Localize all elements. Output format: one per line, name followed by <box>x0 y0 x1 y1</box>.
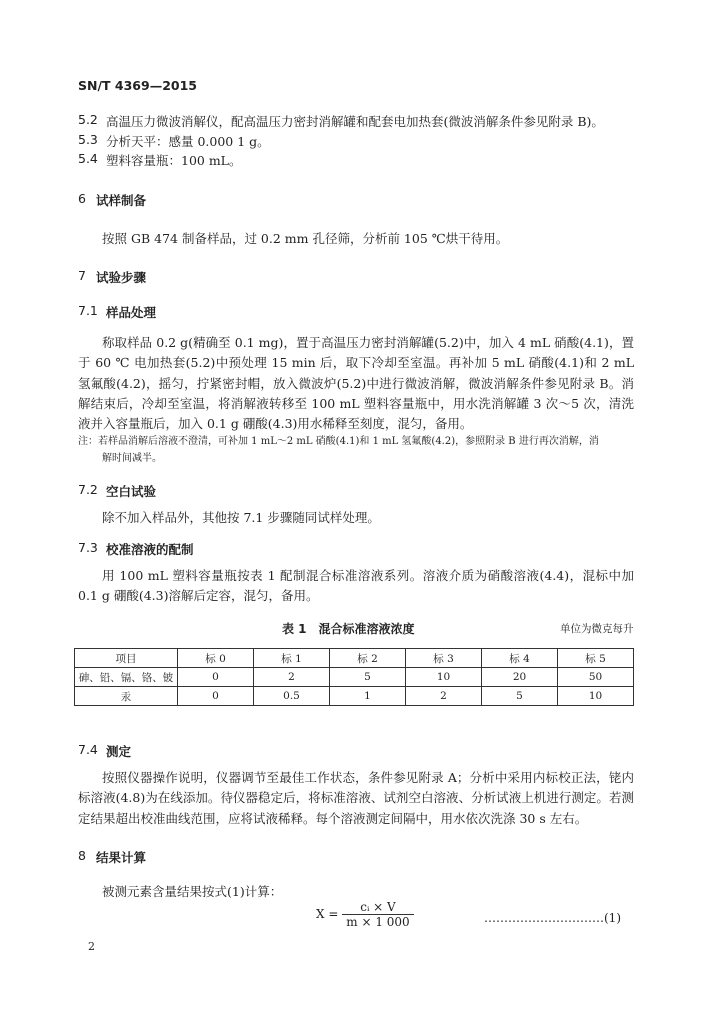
subsection-paragraph: 用 100 mL 塑料容量瓶按表 1 配制混合标准溶液系列。溶液介质为硝酸溶液(4.4)，混标中加 0.1 g 硼酸(4.3)溶解后定容，混匀，备用。 <box>78 568 634 604</box>
table-header-cell: 标 5 <box>558 649 634 668</box>
table-row <box>75 687 634 706</box>
table-cell: 2 <box>254 668 330 687</box>
table-cell: 砷、铅、镉、铬、铍 <box>75 668 178 687</box>
table-header-cell: 标 0 <box>178 649 254 668</box>
page-number: 2 <box>88 940 95 953</box>
table-cell: 5 <box>482 687 558 706</box>
table-cell: 汞 <box>75 687 178 706</box>
table-header-row <box>75 649 634 668</box>
table-cell: 10 <box>558 687 634 706</box>
section-title: 试样制备 <box>96 193 147 208</box>
subsection-number: 7.4 <box>78 742 98 757</box>
table-cell: 2 <box>406 687 482 706</box>
section-paragraph: 被测元素含量结果按式(1)计算： <box>102 884 283 899</box>
item-number: 5.4 <box>78 151 98 166</box>
table-header-cell: 标 3 <box>406 649 482 668</box>
table-cell: 5 <box>330 668 406 687</box>
subsection-paragraph: 称取样品 0.2 g(精确至 0.1 mg)，置于高温压力密封消解罐(5.2)中，加入 4 mL 硝酸(4.1)，置于 60 ℃ 电加热套(5.2)中预处理 15 min 后，取下冷却至室温。再补加 5 mL 硝酸(4.1)和 2 mL 氢氟酸(4.2)，摇匀，拧紧密封帽，放入微波炉(5.2)中进行微波消解，微波消解条件参见附录 B。消解结束后，冷却至室温，将消解液转移至 100 mL 塑料容量瓶中，用水洗消解罐 3 次～5 次，清洗液并入容量瓶后，加入 0.1 g 硼酸(4.3)用水稀释至刻度，混匀，备用。 <box>78 335 634 432</box>
subsection-number: 7.2 <box>78 482 98 497</box>
table-row <box>75 668 634 687</box>
table-unit: 单位为微克每升 <box>560 623 634 635</box>
formula-denominator: m × 1 000 <box>346 915 410 929</box>
section-number: 7 <box>78 268 86 283</box>
formula-numerator: cᵢ × V <box>342 900 413 915</box>
formula-fraction <box>342 900 413 929</box>
section-number: 8 <box>78 848 86 863</box>
item-number: 5.2 <box>78 112 98 127</box>
note <box>78 433 634 467</box>
table-header-cell: 标 4 <box>482 649 558 668</box>
standard-id: SN/T 4369—2015 <box>78 78 197 93</box>
table-cell: 0.5 <box>254 687 330 706</box>
subsection-number: 7.3 <box>78 540 98 555</box>
table-header-cell: 标 2 <box>330 649 406 668</box>
section-title: 试验步骤 <box>96 270 147 285</box>
note-text: 解时间减半。 <box>102 453 162 464</box>
formula <box>316 900 414 929</box>
table-header-cell: 项目 <box>75 649 178 668</box>
formula-lhs: X = <box>316 907 339 921</box>
equation-number: …………………………(1) <box>484 911 621 925</box>
subsection-paragraph: 按照仪器操作说明，仪器调节至最佳工作状态，条件参见附录 A；分析中采用内标校正法，铑内标溶液(4.8)为在线添加。待仪器稳定后，将标准溶液、试剂空白溶液、分析试液上机进行测定。若测定结果超出校准曲线范围，应将试液稀释。每个溶液测定间隔中，用水依次洗涤 30 s 左右。 <box>78 770 634 826</box>
section-paragraph: 按照 GB 474 制备样品，过 0.2 mm 孔径筛，分析前 105 ℃烘干待用。 <box>102 231 509 246</box>
section-title: 结果计算 <box>96 850 147 865</box>
table-cell: 10 <box>406 668 482 687</box>
table-title: 表 1 混合标准溶液浓度 <box>282 622 415 636</box>
note-text: 若样品消解后溶液不澄清，可补加 1 mL～2 mL 硝酸(4.1)和 1 mL 氢氟酸(4.2)，参照附录 B 进行再次消解，消 <box>98 436 599 447</box>
note-label: 注： <box>78 436 98 447</box>
subsection-paragraph: 除不加入样品外，其他按 7.1 步骤随同试样处理。 <box>102 510 380 525</box>
subsection-title: 样品处理 <box>106 305 157 320</box>
subsection-title: 空白试验 <box>106 484 157 499</box>
item-text: 分析天平：感量 0.000 1 g。 <box>106 134 270 149</box>
item-text: 塑料容量瓶：100 mL。 <box>106 153 242 168</box>
table-header-cell: 标 1 <box>254 649 330 668</box>
item-text: 高温压力微波消解仪，配高温压力密封消解罐和配套电加热套(微波消解条件参见附录 B)。 <box>106 114 604 129</box>
table-cell: 20 <box>482 668 558 687</box>
table-cell: 50 <box>558 668 634 687</box>
table-cell: 1 <box>330 687 406 706</box>
table-cell: 0 <box>178 687 254 706</box>
subsection-number: 7.1 <box>78 303 98 318</box>
subsection-title: 校准溶液的配制 <box>106 542 194 557</box>
concentration-table <box>74 648 634 706</box>
item-number: 5.3 <box>78 132 98 147</box>
subsection-title: 测定 <box>106 744 132 759</box>
table-cell: 0 <box>178 668 254 687</box>
section-number: 6 <box>78 191 86 206</box>
